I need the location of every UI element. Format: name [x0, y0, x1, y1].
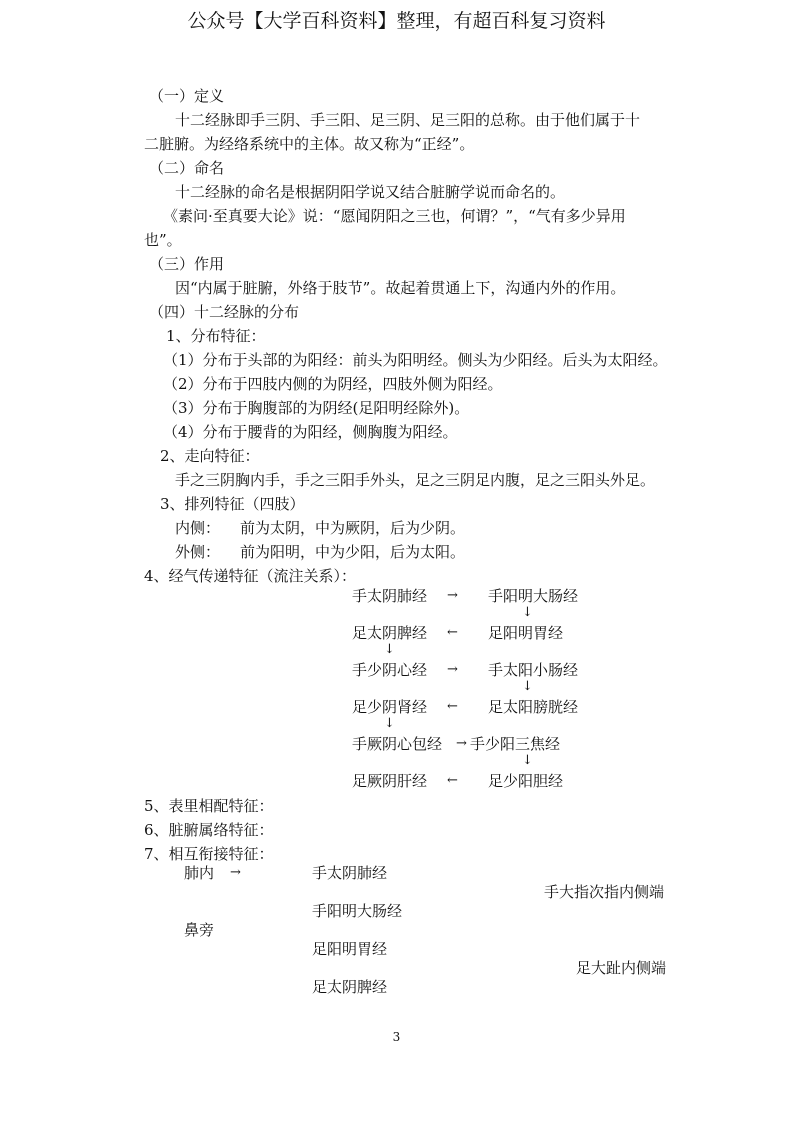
naming-paragraph-line-1: 十二经脉的命名是根据阴阳学说又结合脏腑学说而命名的。 [175, 183, 566, 201]
connection-meridian-4: 足太阴脾经 [312, 978, 388, 996]
direction-subtitle: 2、走向特征： [160, 447, 260, 465]
direction-text: 手之三阴胸内手，手之三阳手外头，足之三阴足内腹，足之三阳头外足。 [175, 471, 656, 489]
distribution-item-2: （2）分布于四肢内侧的为阴经，四肢外侧为阳经。 [163, 375, 503, 393]
outer-side-text: 前为阳明，中为少阳，后为太阳。 [240, 543, 466, 561]
connection-point-nose: 鼻旁 [184, 921, 215, 939]
connection-origin-lung: 肺内 [184, 864, 215, 882]
page-number: 3 [392, 1030, 401, 1044]
connection-meridian-1: 手太阴肺经 [312, 864, 388, 882]
distribution-item-3: （3）分布于胸腹部的为阴经(足阳明经除外)。 [163, 399, 470, 417]
function-paragraph: 因“内属于脏腑，外络于肢节”。故起着贯通上下，沟通内外的作用。 [175, 279, 626, 297]
flow-node-b4: 足太阳膀胱经 [488, 698, 579, 716]
naming-paragraph-line-2: 《素问·至真要大论》说：“愿闻阴阳之三也，何谓？”，“气有多少异用 [163, 207, 626, 225]
connection-meridian-3: 足阳明胃经 [312, 940, 388, 958]
arrow-down-icon: ↓ [522, 753, 533, 768]
connection-meridian-2: 手阳明大肠经 [312, 902, 403, 920]
arrow-right-icon: → [456, 736, 467, 751]
section-function-title: （三）作用 [149, 255, 225, 273]
arrow-down-icon: ↓ [384, 716, 395, 731]
flow-node-a3: 手少阴心经 [352, 661, 428, 679]
arrow-left-icon: ← [447, 699, 458, 714]
flow-node-a1: 手太阴肺经 [352, 587, 428, 605]
flow-node-b1: 手阳明大肠经 [488, 587, 579, 605]
exterior-interior-title: 5、表里相配特征： [144, 797, 274, 815]
arrow-right-icon: → [447, 588, 458, 603]
inner-side-label: 内侧： [175, 519, 221, 537]
naming-paragraph-line-3: 也”。 [144, 231, 182, 249]
inner-side-text: 前为太阴，中为厥阴，后为少阴。 [240, 519, 466, 537]
flow-node-a2: 足太阴脾经 [352, 624, 428, 642]
arrow-right-icon: → [447, 662, 458, 677]
definition-paragraph-line-2: 二脏腑。为经络系统中的主体。故又称为“正经”。 [144, 135, 475, 153]
section-definition-title: （一）定义 [149, 87, 225, 105]
page-header: 公众号【大学百科资料】整理，有超百科复习资料 [187, 10, 606, 32]
section-distribution-title: （四）十二经脉的分布 [149, 303, 300, 321]
flow-node-b5: 手少阳三焦经 [470, 735, 561, 753]
mutual-connection-title: 7、相互衔接特征： [144, 845, 274, 863]
distribution-item-1: （1）分布于头部的为阳经：前头为阳明经。侧头为少阳经。后头为太阳经。 [163, 351, 668, 369]
flow-node-b2: 足阳明胃经 [488, 624, 564, 642]
distribution-item-4: （4）分布于腰背的为阳经，侧胸腹为阳经。 [163, 423, 458, 441]
distribution-subtitle-1: 1、分布特征： [166, 327, 266, 345]
flow-node-a6: 足厥阴肝经 [352, 772, 428, 790]
arrow-left-icon: ← [447, 625, 458, 640]
arrow-down-icon: ↓ [522, 605, 533, 620]
flow-node-b6: 足少阳胆经 [488, 772, 564, 790]
definition-paragraph-line-1: 十二经脉即手三阴、手三阳、足三阴、足三阳的总称。由于他们属于十 [175, 111, 641, 129]
connection-point-1: 手大指次指内侧端 [544, 883, 665, 901]
organ-connection-title: 6、脏腑属络特征： [144, 821, 274, 839]
section-naming-title: （二）命名 [149, 159, 225, 177]
flow-node-a5: 手厥阴心包经 [352, 735, 443, 753]
arrow-down-icon: ↓ [384, 642, 395, 657]
arrow-left-icon: ← [447, 773, 458, 788]
arrow-down-icon: ↓ [522, 679, 533, 694]
arrangement-subtitle: 3、排列特征（四肢） [160, 495, 305, 513]
arrow-right-icon: → [230, 865, 241, 880]
qi-flow-title: 4、经气传递特征（流注关系）： [144, 567, 357, 585]
connection-point-2: 足大趾内侧端 [576, 959, 667, 977]
flow-node-b3: 手太阳小肠经 [488, 661, 579, 679]
outer-side-label: 外侧： [175, 543, 221, 561]
flow-node-a4: 足少阴肾经 [352, 698, 428, 716]
